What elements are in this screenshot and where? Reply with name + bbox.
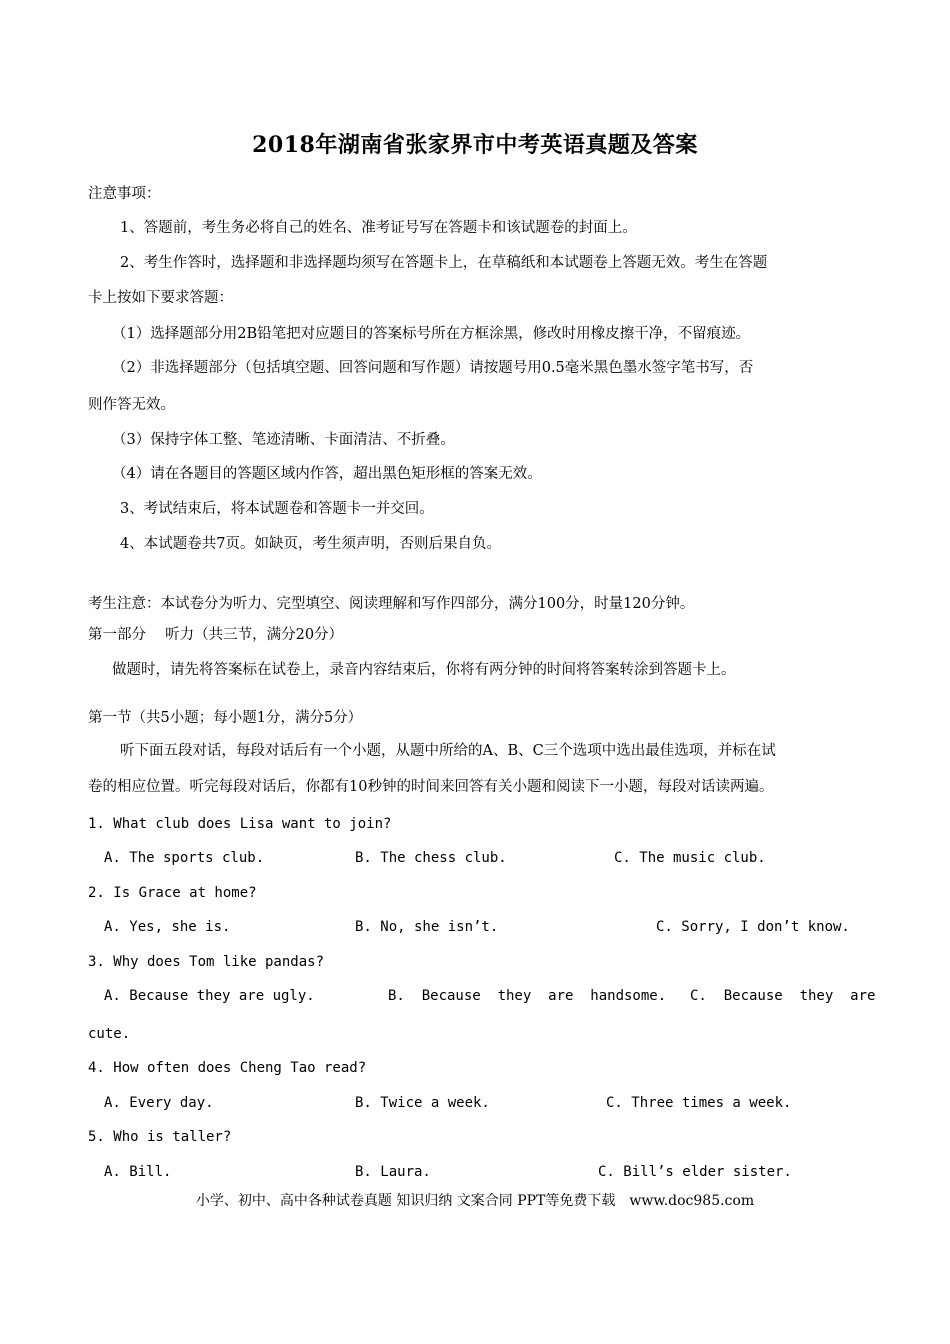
question-5: 5. Who is taller?	[88, 1129, 232, 1145]
question-2-option-a: A. Yes, she is.	[104, 919, 231, 935]
question-4-option-a: A. Every day.	[104, 1095, 214, 1111]
question-2: 2. Is Grace at home?	[88, 885, 257, 901]
question-3-option-c-cont: cute.	[88, 1026, 131, 1042]
section1-instruction: 听下面五段对话，每段对话后有一个小题，从题中所给的A、B、C三个选项中选出最佳选项，并标在试	[120, 743, 776, 759]
page-footer: 小学、初中、高中各种试卷真题 知识归纳 文案合同 PPT等免费下载 www.doc985.com	[195, 1193, 755, 1209]
question-3-option-c: C. Because they are	[690, 988, 876, 1004]
section1-instruction-cont: 卷的相应位置。听完每段对话后，你都有10秒钟的时间来回答有关小题和阅读下一小题，每段对话读两遍。	[88, 779, 774, 795]
notice-item-4: 4、本试题卷共7页。如缺页，考生须声明，否则后果自负。	[120, 536, 501, 552]
notice-item-3: 3、考试结束后，将本试题卷和答题卡一并交回。	[120, 501, 434, 517]
notice-sub-3: （3）保持字体工整、笔迹清晰、卡面清洁、不折叠。	[112, 432, 455, 448]
question-4: 4. How often does Cheng Tao read?	[88, 1060, 367, 1076]
question-2-option-c: C. Sorry, I don’t know.	[656, 919, 850, 935]
question-3-option-a: A. Because they are ugly.	[104, 988, 315, 1004]
notice-item-1: 1、答题前，考生务必将自己的姓名、准考证号写在答题卡和该试题卷的封面上。	[120, 220, 637, 236]
notice-sub-2: （2）非选择题部分（包括填空题、回答问题和写作题）请按题号用0.5毫米黑色墨水签字笔书写，否	[112, 360, 754, 376]
part1-heading: 第一部分 听力（共三节，满分20分）	[88, 627, 344, 643]
notice-sub-2-cont: 则作答无效。	[88, 397, 175, 413]
question-5-option-a: A. Bill.	[104, 1164, 172, 1180]
notice-heading: 注意事项：	[88, 186, 161, 202]
question-1-option-b: B. The chess club.	[355, 850, 507, 866]
part1-instruction: 做题时，请先将答案标在试卷上，录音内容结束后，你将有两分钟的时间将答案转涂到答题卡上。	[112, 662, 736, 678]
question-5-option-c: C. Bill’s elder sister.	[598, 1164, 792, 1180]
section1-heading: 第一节（共5小题；每小题1分，满分5分）	[88, 710, 363, 726]
question-4-option-c: C. Three times a week.	[606, 1095, 792, 1111]
page-title: 2018年湖南省张家界市中考英语真题及答案	[252, 132, 698, 158]
notice-sub-4: （4）请在各题目的答题区域内作答，超出黑色矩形框的答案无效。	[112, 466, 542, 482]
notice-item-2: 2、考生作答时，选择题和非选择题均须写在答题卡上，在草稿纸和本试题卷上答题无效。考生在答题	[120, 255, 768, 271]
notice-item-2-cont: 卡上按如下要求答题：	[88, 290, 233, 306]
question-4-option-b: B. Twice a week.	[355, 1095, 490, 1111]
exam-note: 考生注意：本试卷分为听力、完型填空、阅读理解和写作四部分，满分100分，时量120分钟。	[88, 596, 695, 612]
question-5-option-b: B. Laura.	[355, 1164, 431, 1180]
question-2-option-b: B. No, she isn’t.	[355, 919, 499, 935]
question-1-option-c: C. The music club.	[614, 850, 766, 866]
question-3: 3. Why does Tom like pandas?	[88, 954, 325, 970]
question-1: 1. What club does Lisa want to join?	[88, 816, 392, 832]
question-3-option-b: B. Because they are handsome.	[388, 988, 667, 1004]
question-1-option-a: A. The sports club.	[104, 850, 265, 866]
notice-sub-1: （1）选择题部分用2B铅笔把对应题目的答案标号所在方框涂黑，修改时用橡皮擦干净，不留痕迹。	[112, 326, 751, 342]
